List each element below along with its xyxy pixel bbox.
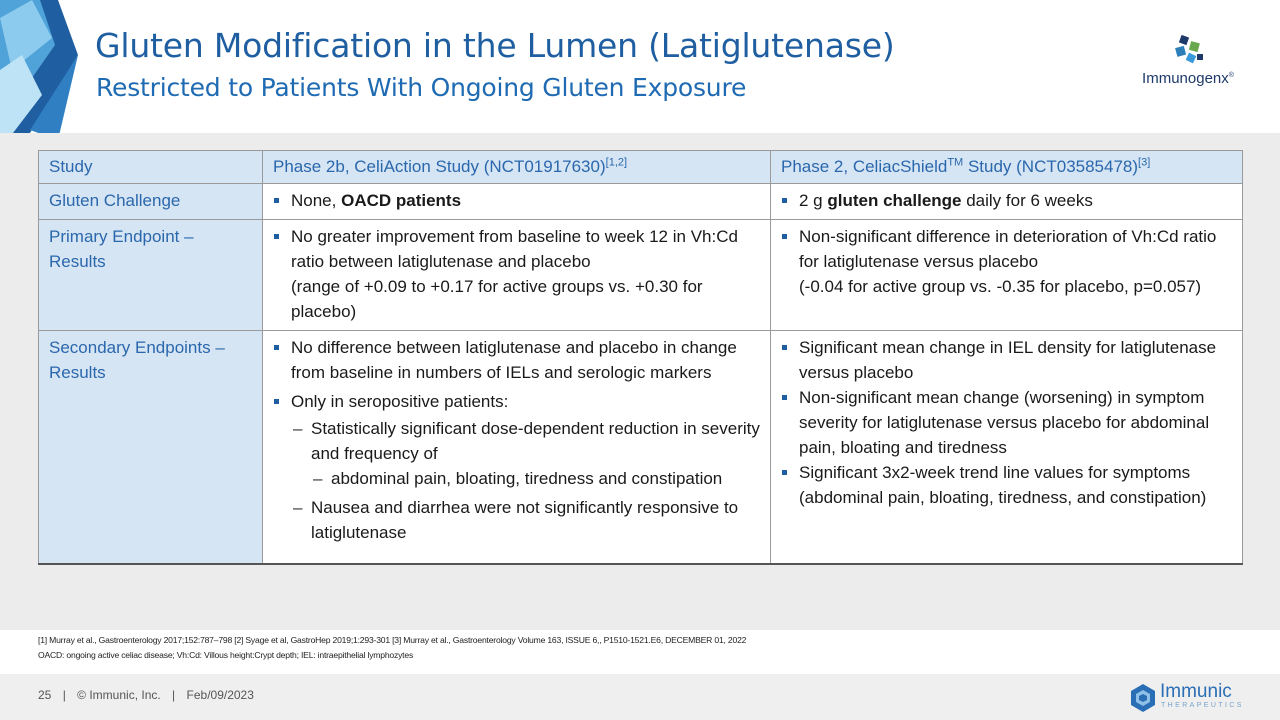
header-celiaction [263, 151, 771, 184]
cell-primary-1 [263, 220, 771, 331]
list-item [781, 188, 1232, 213]
list-item [273, 389, 760, 545]
list-item [273, 188, 760, 213]
slide-title: Gluten Modification in the Lumen (Latiglutenase) [95, 26, 895, 65]
footnote-references: [1] Murray et al., Gastroenterology 2017;152:787–798 [2] Syage et al, GastroHep 2019;1:293-301 [3] Murray et al., Gastroenterology Volume 163, ISSUE 6,, P1510-1521.E6, DECEMBER 01, 2022 [38, 635, 747, 645]
ref-sup: [1,2] [605, 156, 628, 169]
table-row [39, 151, 1243, 184]
ref-sup: [3] [1138, 156, 1151, 169]
bold-text: gluten challenge [827, 191, 962, 210]
list-item [273, 224, 760, 324]
footnotes [38, 633, 746, 663]
footer-separator: | [62, 688, 66, 702]
text: daily for 6 weeks [961, 191, 1093, 210]
text: No greater improvement from baseline to week 12 in Vh:Cd ratio between latiglutenase and placebo [291, 227, 738, 271]
text: (-0.04 for active group vs. -0.35 for placebo, p=0.057) [799, 277, 1202, 296]
header-celiaction-text: Phase 2b, CeliAction Study (NCT01917630) [273, 157, 606, 176]
footer-separator: | [172, 688, 176, 702]
list-item: No difference between latiglutenase and placebo in change from baseline in numbers of IELs and serologic markers [273, 335, 760, 385]
footer-date: Feb/09/2023 [186, 688, 254, 702]
list-item [781, 224, 1232, 299]
table-row [39, 220, 1243, 331]
cell-secondary-1 [263, 331, 771, 565]
row-label-secondary-endpoints: Secondary Endpoints – Results [39, 331, 263, 565]
logo-mark: ® [1228, 72, 1234, 79]
text: None, [291, 191, 342, 210]
immunic-logo-icon [1130, 683, 1156, 713]
header-celiacshield [771, 151, 1243, 184]
table-row [39, 184, 1243, 220]
row-label-gluten-challenge: Gluten Challenge [39, 184, 263, 220]
text: Non-significant difference in deterioration of Vh:Cd ratio for latiglutenase versus placebo [799, 227, 1217, 271]
logo-subtitle: THERAPEUTICS [1161, 702, 1244, 709]
cell-primary-2 [771, 220, 1243, 331]
bold-text: OACD patients [341, 191, 462, 210]
cell-gluten-challenge-2 [771, 184, 1243, 220]
list-item: – abdominal pain, bloating, tiredness and constipation [311, 466, 760, 491]
text: Only in seropositive patients: [291, 392, 509, 411]
text: 2 g [799, 191, 828, 210]
slide-subtitle: Restricted to Patients With Ongoing Gluten Exposure [96, 73, 747, 102]
logo-name: Immunic [1160, 681, 1232, 702]
text: Statistically significant dose-dependent reduction in severity and frequency of [311, 419, 760, 463]
immunogenx-logo [1128, 34, 1248, 94]
list-item [291, 416, 760, 491]
header-celiacshield-text-end: Study (NCT03585478) [963, 157, 1139, 176]
header-celiacshield-text: Phase 2, CeliacShield [781, 157, 948, 176]
footer [38, 688, 262, 702]
immunogenx-logo-icon [1168, 34, 1208, 68]
page-number: 25 [38, 688, 52, 702]
study-comparison-table [38, 150, 1243, 565]
table-row [39, 331, 1243, 565]
immunic-logo [1130, 681, 1250, 715]
trademark-sup: TM [947, 156, 964, 169]
footnote-abbreviations: OACD: ongoing active celiac disease; Vh:Cd: Villous height:Crypt depth; IEL: intraepithelial lymphozytes [38, 650, 414, 660]
list-item: Non-significant mean change (worsening) in symptom severity for latiglutenase versus placebo for abdominal pain, bloating and tiredness [781, 385, 1232, 460]
row-label-study: Study [39, 151, 263, 184]
list-item: Significant mean change in IEL density for latiglutenase versus placebo [781, 335, 1232, 385]
list-item: – Nausea and diarrhea were not significantly responsive to latiglutenase [291, 495, 760, 545]
cell-gluten-challenge-1 [263, 184, 771, 220]
list-item: Significant 3x2-week trend line values for symptoms (abdominal pain, bloating, tiredness, and constipation) [781, 460, 1232, 510]
row-label-primary-endpoint: Primary Endpoint – Results [39, 220, 263, 331]
text: (range of +0.09 to +0.17 for active groups vs. +0.30 for placebo) [291, 277, 703, 321]
cell-secondary-2 [771, 331, 1243, 565]
footer-company: © Immunic, Inc. [77, 688, 161, 702]
logo-text: Immunogenx [1142, 70, 1229, 87]
